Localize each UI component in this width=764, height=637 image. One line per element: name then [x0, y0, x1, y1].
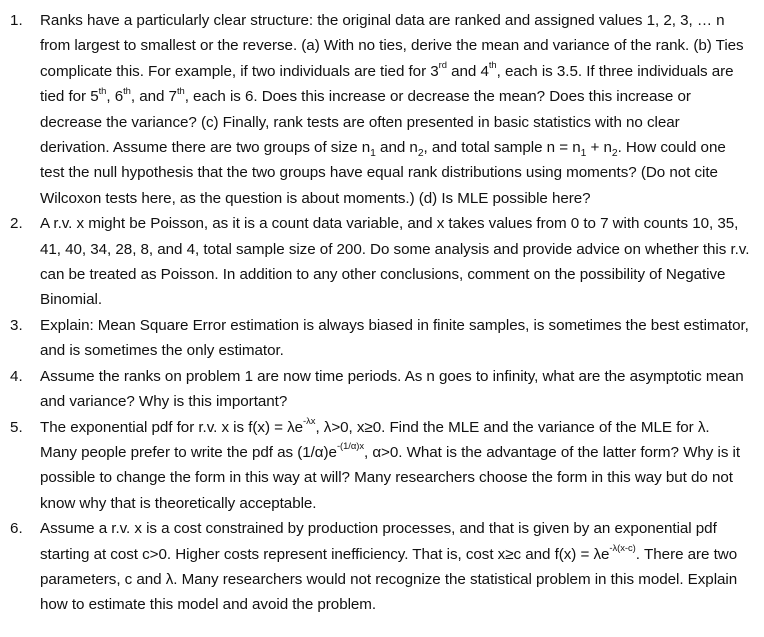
- text-run: . There are two parameters, c and λ. Many researchers would not recognize the statistical problem in this model. Explain how to estimate this model and avoid the problem.: [40, 545, 738, 614]
- superscript-text: th: [176, 84, 185, 96]
- text-run: . How could one test the null hypothesis that the two groups have equal rank distributions using moments? (Do not cite Wilcoxon tests here, as the question is about moments.) (d) Is MLE possible here?: [40, 139, 726, 207]
- text-run: , and 7: [130, 88, 177, 106]
- text-run: , λ>0, x≥0. Find the MLE and the variance of the MLE for λ. Many people prefer to write the pdf as (1/α)e: [40, 418, 710, 461]
- superscript-text: th: [488, 59, 497, 71]
- text-run: and 4: [446, 62, 489, 80]
- text-run: + n: [586, 139, 612, 157]
- question-text: [40, 313, 750, 364]
- question-item: [10, 313, 750, 364]
- question-item: [10, 415, 750, 517]
- question-item: [10, 8, 750, 211]
- text-run: Ranks have a particularly clear structure: the original data are ranked and assigned values 1, 2, 3, … n from largest to smallest or the reverse. (a) With no ties, derive the mean and variance of the rank. (b) Ties complicate this. For example, if two individuals are tied for 3: [40, 12, 744, 80]
- subscript-text: 2: [611, 148, 618, 160]
- subscript-text: 1: [370, 148, 376, 160]
- question-number: 5.: [10, 418, 23, 436]
- question-text: [40, 415, 750, 517]
- question-text: [40, 211, 750, 313]
- superscript-text: -λ(x-c): [609, 542, 636, 554]
- question-number: 3.: [10, 316, 23, 334]
- text-run: The exponential pdf for r.v. x is f(x) = λe: [40, 418, 304, 436]
- text-run: , α>0. What is the advantage of the latter form? Why is it possible to change the form in this way at will? Many researchers choose the form in this way but do not know why that is theoretically acceptable.: [40, 443, 741, 512]
- text-run: Assume the ranks on problem 1 are now time periods. As n goes to infinity, what are the asymptotic mean and variance? Why is this important?: [40, 367, 744, 411]
- text-run: , and total sample n = n: [423, 139, 581, 157]
- text-run: , 6: [106, 88, 124, 106]
- question-number: 4.: [10, 367, 23, 385]
- text-run: and n: [375, 139, 418, 157]
- question-number: 2.: [10, 215, 23, 233]
- question-number: 6.: [10, 520, 23, 538]
- text-run: Explain: Mean Square Error estimation is always biased in finite samples, is sometimes the best estimator, and is sometimes the only estimator.: [40, 316, 749, 360]
- subscript-text: 2: [417, 148, 424, 160]
- superscript-text: th: [123, 84, 131, 96]
- superscript-text: -(1/α)x: [336, 440, 364, 452]
- question-text: [40, 364, 750, 415]
- question-text: [40, 516, 750, 618]
- question-number: 1.: [10, 12, 23, 29]
- text-run: , each is 6. Does this increase or decrease the mean? Does this increase or decrease the variance? (c) Finally, rank tests are often presented in basic statistics with no clear derivation. Assume there are two groups of size n: [40, 88, 691, 157]
- question-item: [10, 364, 750, 415]
- question-text: [40, 8, 750, 211]
- text-run: A r.v. x might be Poisson, as it is a count data variable, and x takes values from 0 to 7 with counts 10, 35, 41, 40, 34, 28, 8, and 4, total sample size of 200. Do some analysis and provide advice on whether this r.v. can be treated as Poisson. In addition to any other conclusions, comment on the possibility of Negative Binomial.: [40, 215, 750, 309]
- text-run: , each is 3.5. If three individuals are tied for 5: [40, 62, 734, 106]
- superscript-text: rd: [438, 59, 447, 71]
- question-item: [10, 211, 750, 313]
- text-run: Assume a r.v. x is a cost constrained by production processes, and that is given by an exponential pdf starting at cost c>0. Higher costs represent inefficiency. That is, cost x≥c and f(x) = λe: [40, 520, 717, 563]
- question-item: [10, 516, 750, 618]
- subscript-text: 1: [580, 148, 587, 160]
- question-list: [10, 8, 750, 618]
- superscript-text: -λx: [303, 415, 316, 427]
- superscript-text: th: [98, 84, 107, 96]
